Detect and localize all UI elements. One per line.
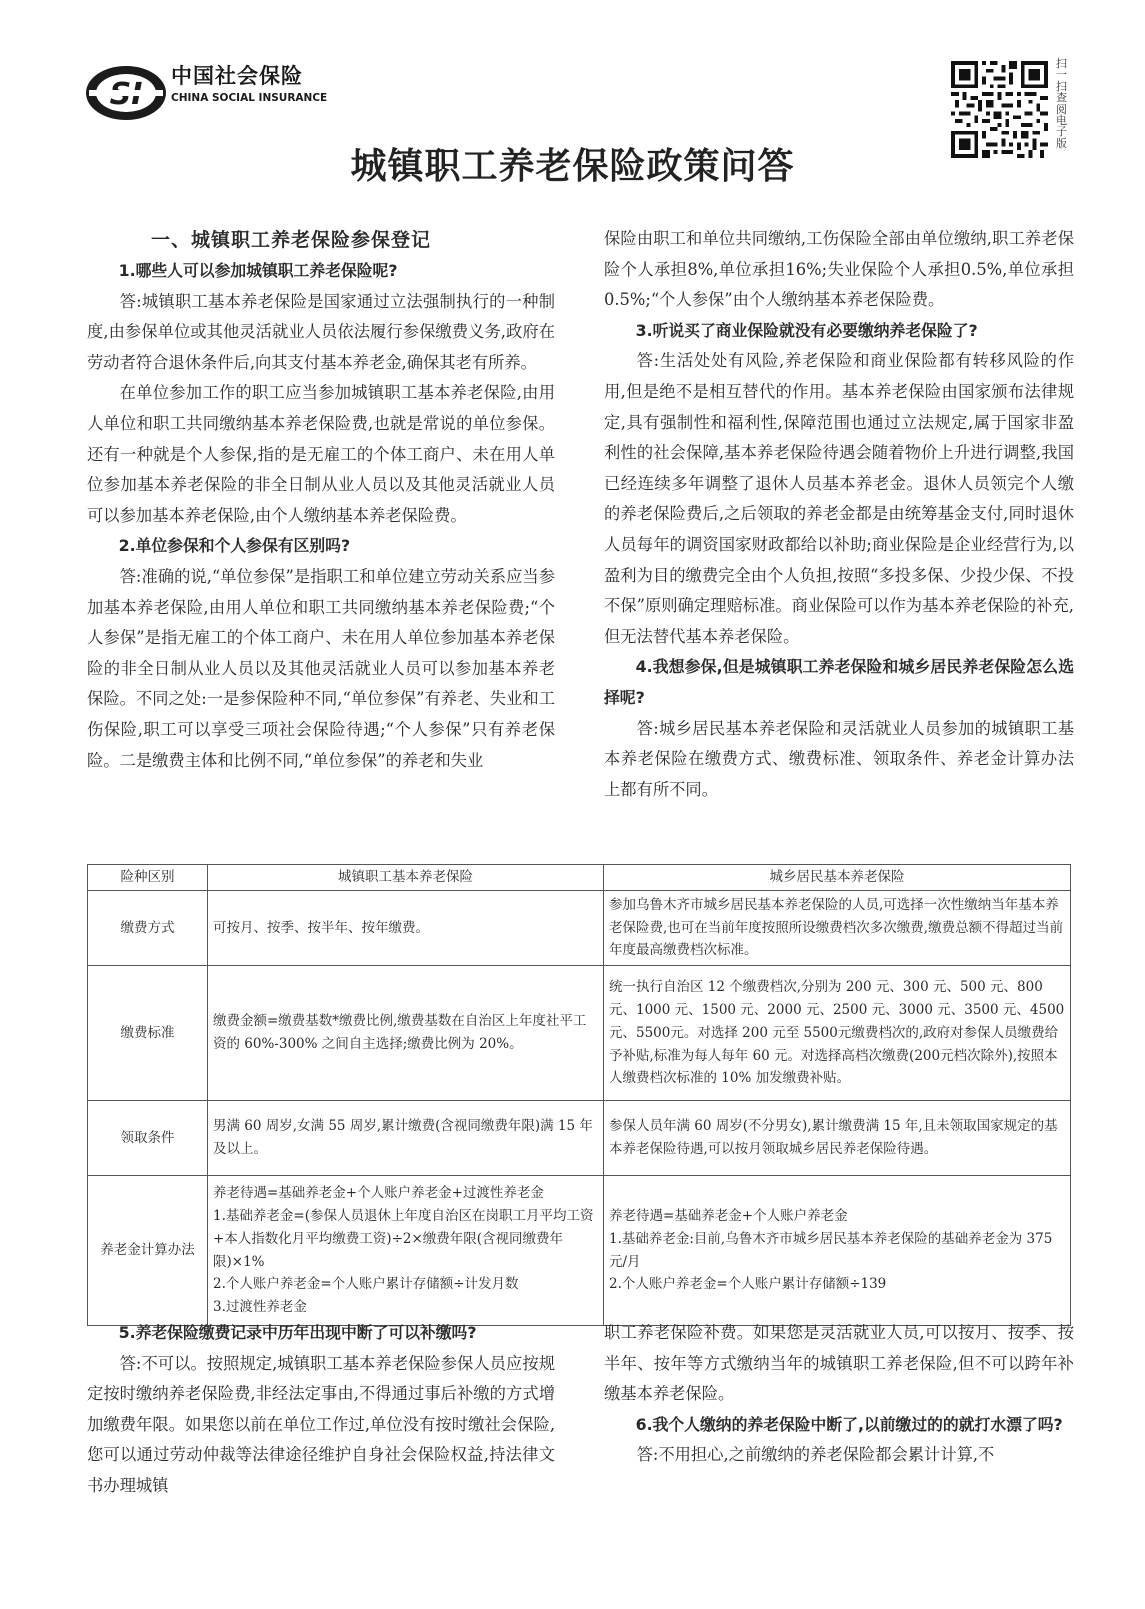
question-6: 6.我个人缴纳的养老保险中断了,以前缴过的的就打水漂了吗? — [635, 1414, 1063, 1434]
cell-text: 2.个人账户养老金=个人账户累计存储额÷139 — [609, 1276, 887, 1293]
table-row — [88, 1101, 1071, 1176]
table-header-row — [88, 865, 1071, 891]
cell-text: 参保人员年满 60 周岁(不分男女),累计缴费满 15 年,且未领取国家规定的基本养老保险待遇,可以按月领取城乡居民养老保险待遇。 — [609, 1118, 1058, 1158]
answer-3: 答:生活处处有风险,养老保险和商业保险都有转移风险的作用,但是绝不是相互替代的作用。基本养老保险由国家颁布法律规定,具有强制性和福利性,保障范围也通过立法规定,属于国家非盈利性的社会保障,基本养老保险待遇会随着物价上升进行调整,我国已经连续多年调整了退休人员基本养老金。退休人员领完个人缴的养老保险费后,之后领取的养老金都是由统筹基金支付,同时退休人员每年的调资国家财政都给以补助;商业保险是企业经营行为,以盈利为目的缴费完全由个人负担,按照“多投多保、少投少保、不投不保”原则确定理赔标准。商业保险可以作为基本养老保险的补充,但无法替代基本养老保险。 — [604, 351, 1074, 646]
logo-chinese-name: 中国社会保险 — [171, 64, 303, 88]
answer-2-para-1: 答:准确的说,“单位参保”是指职工和单位建立劳动关系应当参加基本养老保险,由用人单位和职工共同缴纳基本养老保险费;“个人参保”是指无雇工的个体工商户、未在用人单位参加基本养老保险的非全日制从业人员以及其他灵活就业人员可以参加基本养老保险。不同之处:一是参保险种不同,“单位参保”有养老、失业和工伤保险,职工可以享受三项社会保险待遇;“个人参保”只有养老保险。二是缴费主体和比例不同,“单位参保”的养老和失业 — [87, 566, 555, 770]
left-column-upper — [87, 224, 555, 776]
cell-text: 养老待遇=基础养老金+个人账户养老金 — [609, 1208, 848, 1225]
section-heading: 一、城镇职工养老保险参保登记 — [151, 229, 432, 251]
question-3: 3.听说买了商业保险就没有必要缴纳养老保险了? — [635, 320, 978, 340]
question-4: 4.我想参保,但是城镇职工养老保险和城乡居民养老保险怎么选择呢? — [604, 657, 1074, 707]
row-category: 缴费方式 — [88, 890, 208, 965]
csi-emblem-icon — [85, 60, 169, 124]
right-column-upper — [604, 224, 1074, 805]
page-title: 城镇职工养老保险政策问答 — [350, 146, 795, 187]
question-5: 5.养老保险缴费记录中历年出现中断了可以补缴吗? — [118, 1323, 477, 1342]
urban-cell — [208, 966, 604, 1101]
cell-text: 2.个人账户养老金=个人账户累计存储额÷计发月数 — [213, 1276, 519, 1293]
row-category: 养老金计算办法 — [88, 1176, 208, 1326]
cell-text: 养老待遇=基础养老金+个人账户养老金+过渡性养老金 — [213, 1185, 544, 1202]
row-category: 领取条件 — [88, 1101, 208, 1176]
qr-caption: 扫一扫查阅电子版 — [1056, 57, 1067, 150]
table-header-cell: 城镇职工基本养老保险 — [208, 865, 604, 891]
table-row — [88, 966, 1071, 1101]
table-row — [88, 890, 1071, 965]
cell-text: 参加乌鲁木齐市城乡居民基本养老保险的人员,可选择一次性缴纳当年基本养老保险费,也可在当前年度按照所设缴费档次多次缴费,缴费总额不得超过当前年度最高缴费档次标准。 — [609, 896, 1064, 959]
comparison-table — [87, 864, 1071, 1326]
urban-cell — [208, 1176, 604, 1326]
rural-cell — [604, 1176, 1071, 1326]
table-row — [88, 1176, 1071, 1326]
answer-4: 答:城乡居民基本养老保险和灵活就业人员参加的城镇职工基本养老保险在缴费方式、缴费标准、领取条件、养老金计算办法上都有所不同。 — [604, 718, 1074, 799]
right-column-lower — [604, 1318, 1074, 1471]
rural-cell — [604, 966, 1071, 1101]
answer-5-para-2: 职工养老保险补费。如果您是灵活就业人员,可以按月、按季、按半年、按年等方式缴纳当年的城镇职工养老保险,但不可以跨年补缴基本养老保险。 — [604, 1323, 1074, 1404]
table-header-cell: 城乡居民基本养老保险 — [604, 865, 1071, 891]
cell-text: 1.基础养老金=(参保人员退休上年度自治区在岗职工月平均工资+本人指数化月平均缴费工资)÷2×缴费年限(含视同缴费年限)×1% — [213, 1208, 594, 1270]
answer-1-para-1: 答:城镇职工基本养老保险是国家通过立法强制执行的一种制度,由参保单位或其他灵活就业人员依法履行参保缴费义务,政府在劳动者符合退休条件后,向其支付基本养老金,确保其老有所养。 — [87, 291, 555, 372]
question-1: 1.哪些人可以参加城镇职工养老保险呢? — [118, 261, 398, 280]
logo-english-name: CHINA SOCIAL INSURANCE — [171, 92, 328, 104]
cell-text: 3.过渡性养老金 — [213, 1299, 307, 1316]
answer-5-para-1: 答:不可以。按照规定,城镇职工基本养老保险参保人员应按规定按时缴纳养老保险费,非经法定事由,不得通过事后补缴的方式增加缴费年限。如果您以前在单位工作过,单位没有按时缴社会保险,您可以通过劳动仲裁等法律途径维护自身社会保险权益,持法律文书办理城镇 — [87, 1353, 555, 1495]
cell-text: 男满 60 周岁,女满 55 周岁,累计缴费(含视同缴费年限)满 15 年及以上。 — [213, 1118, 593, 1158]
answer-2-para-2: 保险由职工和单位共同缴纳,工伤保险全部由单位缴纳,职工养老保险个人承担8%,单位承担16%;失业保险个人承担0.5%,单位承担0.5%;“个人参保”由个人缴纳基本养老保险费。 — [604, 229, 1074, 310]
row-category: 缴费标准 — [88, 966, 208, 1101]
answer-6: 答:不用担心,之前缴纳的养老保险都会累计计算,不 — [636, 1445, 995, 1465]
cell-text: 可按月、按季、按半年、按年缴费。 — [213, 919, 429, 936]
cell-text: 1.基础养老金:目前,乌鲁木齐市城乡居民基本养老保险的基础养老金为 375 元/月 — [609, 1230, 1053, 1270]
table-header-cell: 险种区别 — [88, 865, 208, 891]
rural-cell — [604, 890, 1071, 965]
cell-text: 缴费金额=缴费基数*缴费比例,缴费基数在自治区上年度社平工资的 60%-300% 之间自主选择;缴费比例为 20%。 — [213, 1013, 587, 1053]
china-social-insurance-logo — [85, 60, 328, 124]
rural-cell — [604, 1101, 1071, 1176]
cell-text: 统一执行自治区 12 个缴费档次,分别为 200 元、300 元、500 元、800 元、1000 元、1500 元、2000 元、2500 元、3000 元、3500 元、4500 元、5500元。对选择 200 元至 5500元缴费档次的,政府对参保人员缴费给予补贴,标准为每人每年 60 元。对选择高档次缴费(200元档次除外),按照本人缴费档次标准的 10% 加发缴费补贴。 — [609, 979, 1065, 1087]
urban-cell — [208, 1101, 604, 1176]
urban-cell — [208, 890, 604, 965]
question-2: 2.单位参保和个人参保有区别吗? — [118, 536, 351, 556]
answer-1-para-2: 在单位参加工作的职工应当参加城镇职工基本养老保险,由用人单位和职工共同缴纳基本养老保险费,也就是常说的单位参保。还有一种就是个人参保,指的是无雇工的个体工商户、未在用人单位参加基本养老保险的非全日制从业人员以及其他灵活就业人员可以参加基本养老保险,由个人缴纳基本养老保险费。 — [87, 383, 555, 525]
left-column-lower — [87, 1318, 555, 1502]
